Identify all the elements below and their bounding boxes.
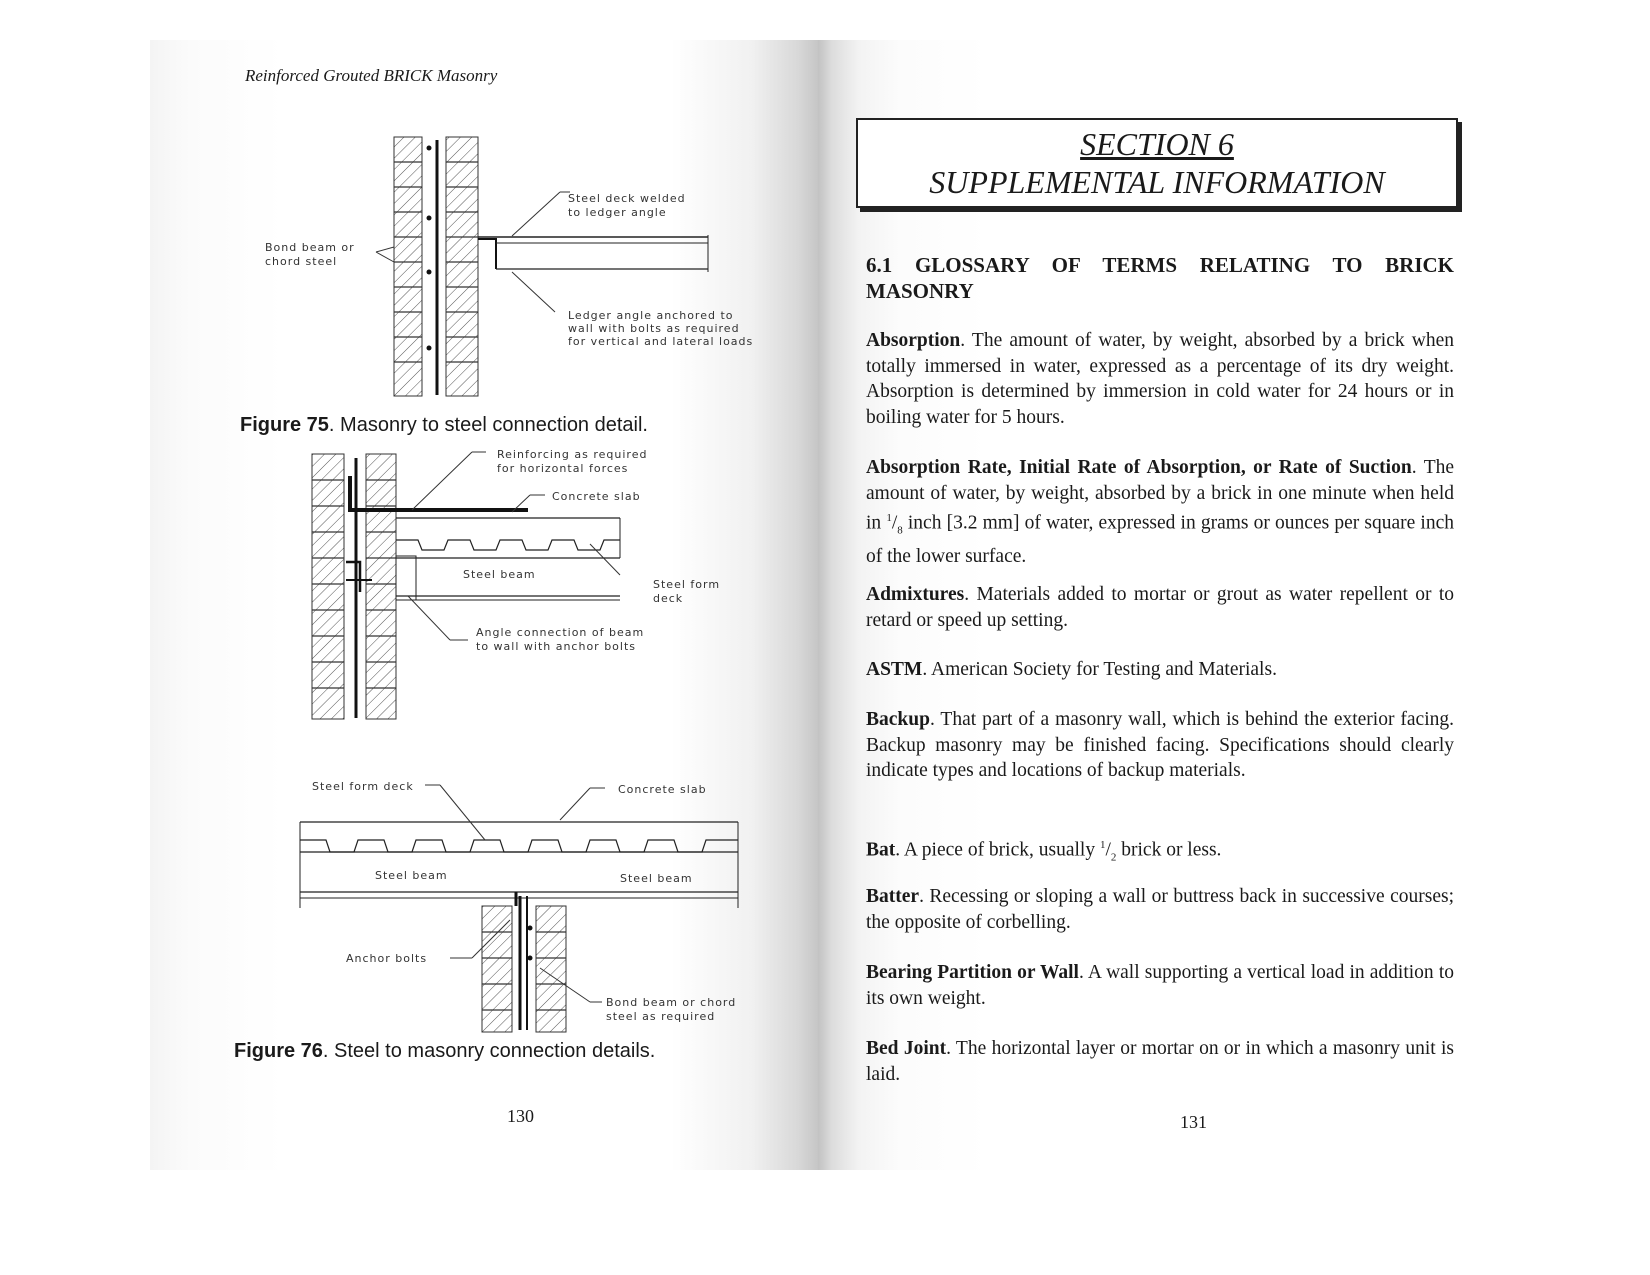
glossary-entry-batter xyxy=(866,884,1454,935)
figure-75-caption xyxy=(240,414,648,437)
section-heading-box xyxy=(856,118,1458,208)
callout-bond-beam-b-line1: Bond beam or chord xyxy=(606,996,737,1009)
glossary-entry-bearing xyxy=(866,960,1454,1011)
definition-absorption-rate-a: . The amount of water, by weight, absorbed by a brick in one minute when held in xyxy=(866,457,1455,534)
callout-ledger-line2: wall with bolts as required xyxy=(568,322,740,335)
term-absorption-rate: Absorption Rate, Initial Rate of Absorption, or Rate of Suction xyxy=(866,457,1412,478)
definition-backup: . That part of a masonry wall, which is behind the exterior facing. Backup masonry may be finished facing. Specifications should clearly indicate types and locations of backup materials. xyxy=(866,709,1454,781)
callout-angle-line1: Angle connection of beam xyxy=(476,626,645,639)
term-bearing: Bearing Partition or Wall xyxy=(866,962,1079,983)
callout-angle-line2: to wall with anchor bolts xyxy=(476,640,637,653)
fraction-numerator: 1 xyxy=(1099,839,1106,851)
term-bed-joint: Bed Joint xyxy=(866,1038,947,1059)
callout-concrete-slab-b: Concrete slab xyxy=(618,783,707,796)
glossary-heading: 6.1 GLOSSARY OF TERMS RELATING TO BRICK MASONRY xyxy=(866,253,1454,303)
callout-reinforcing-line2: for horizontal forces xyxy=(497,462,629,475)
callout-concrete-slab-a: Concrete slab xyxy=(552,490,641,503)
figure-76-caption-text: . Steel to masonry connection details. xyxy=(322,1040,656,1062)
figure-75-caption-text: . Masonry to steel connection detail. xyxy=(328,414,648,436)
fraction-numerator: 1 xyxy=(886,512,892,524)
glossary-entry-absorption xyxy=(866,328,1454,430)
definition-absorption-rate-b: inch [3.2 mm] of water, expressed in grams or ounces per square inch of the lower surface. xyxy=(866,512,1454,567)
figure-76-caption xyxy=(234,1040,655,1063)
callout-steel-deck-line1: Steel deck welded xyxy=(568,192,686,205)
callout-steel-form-deck: Steel form deck xyxy=(312,780,414,793)
section-subtitle: SUPPLEMENTAL INFORMATION xyxy=(929,164,1385,200)
definition-bearing: . A wall supporting a vertical load in addition to its own weight. xyxy=(866,962,1454,1009)
figure-76a-drawing xyxy=(312,448,720,719)
term-absorption: Absorption xyxy=(866,330,961,351)
term-batter: Batter xyxy=(866,886,920,907)
right-page-number: 131 xyxy=(1180,1112,1207,1132)
term-astm: ASTM xyxy=(866,659,923,680)
callout-steel-beam-right: Steel beam xyxy=(620,872,693,885)
definition-astm: . American Society for Testing and Materials. xyxy=(922,659,1277,680)
definition-admixtures: . Materials added to mortar or grout as water repellent or to retard or speed up setting. xyxy=(866,584,1454,631)
figure-75-76-drawings xyxy=(150,40,818,1170)
left-page-number: 130 xyxy=(507,1106,534,1126)
callout-steel-form-line1: Steel form xyxy=(653,578,721,591)
callout-steel-beam-a: Steel beam xyxy=(463,568,536,581)
glossary-entry-bat: Bat. A piece of brick, usually $^1/_2$ brick or less. xyxy=(866,839,1222,864)
right-page xyxy=(818,40,1500,1170)
callout-anchor-bolts: Anchor bolts xyxy=(346,952,428,965)
definition-absorption: . The amount of water, by weight, absorbed by a brick when totally immersed in water, expressed as a percentage of its dry weight. Absorption is determined by immersion in cold water for 24 hours or in boiling water for 5 hours. xyxy=(866,330,1454,428)
callout-steel-deck-line2: to ledger angle xyxy=(568,206,667,219)
definition-batter: . Recessing or sloping a wall or buttress back in successive courses; the opposite of corbelling. xyxy=(866,886,1454,933)
callout-bond-beam-line2: chord steel xyxy=(265,255,338,268)
fraction-denominator: 2 xyxy=(1110,851,1117,864)
figure-76b-drawing xyxy=(300,780,738,1032)
figure-75-drawing xyxy=(265,137,753,396)
figure-75-number: Figure 75 xyxy=(240,414,329,436)
callout-bond-beam-b-line2: steel as required xyxy=(606,1010,716,1023)
callout-steel-beam-left: Steel beam xyxy=(375,869,448,882)
term-admixtures: Admixtures xyxy=(866,584,965,605)
definition-bed-joint: . The horizontal layer or mortar on or in which a masonry unit is laid. xyxy=(866,1038,1455,1085)
term-bat: Bat xyxy=(866,839,896,861)
fraction-denominator: 8 xyxy=(897,524,903,537)
glossary-entry-bed-joint xyxy=(866,1036,1454,1087)
figure-76-number: Figure 76 xyxy=(234,1040,323,1062)
running-head: Reinforced Grouted BRICK Masonry xyxy=(245,66,498,85)
callout-steel-form-line2: deck xyxy=(653,592,684,605)
term-backup: Backup xyxy=(866,709,930,730)
section-title: SECTION 6 xyxy=(1080,126,1234,162)
glossary-entry-admixtures xyxy=(866,582,1454,633)
glossary-entry-backup xyxy=(866,707,1454,784)
glossary-entry-astm xyxy=(866,657,1454,683)
book-spread xyxy=(150,40,1500,1170)
callout-ledger-line3: for vertical and lateral loads xyxy=(568,335,754,348)
callout-bond-beam-line1: Bond beam or xyxy=(265,241,355,254)
callout-reinforcing-line1: Reinforcing as required xyxy=(497,448,648,461)
left-page xyxy=(150,40,818,1170)
callout-ledger-line1: Ledger angle anchored to xyxy=(568,309,734,322)
glossary-entry-absorption-rate: Absorption Rate, Initial Rate of Absorption, or Rate of Suction. The amount of water, by weight, absorbed by a brick in one minute when held in $^1/_8$ inch [3.2 mm] of water, expressed in grams or ounces per square inch of the lower surface. xyxy=(866,457,1455,567)
definition-bat-a: . A piece of brick, usually xyxy=(895,839,1100,861)
definition-bat-b: brick or less. xyxy=(1116,839,1222,861)
